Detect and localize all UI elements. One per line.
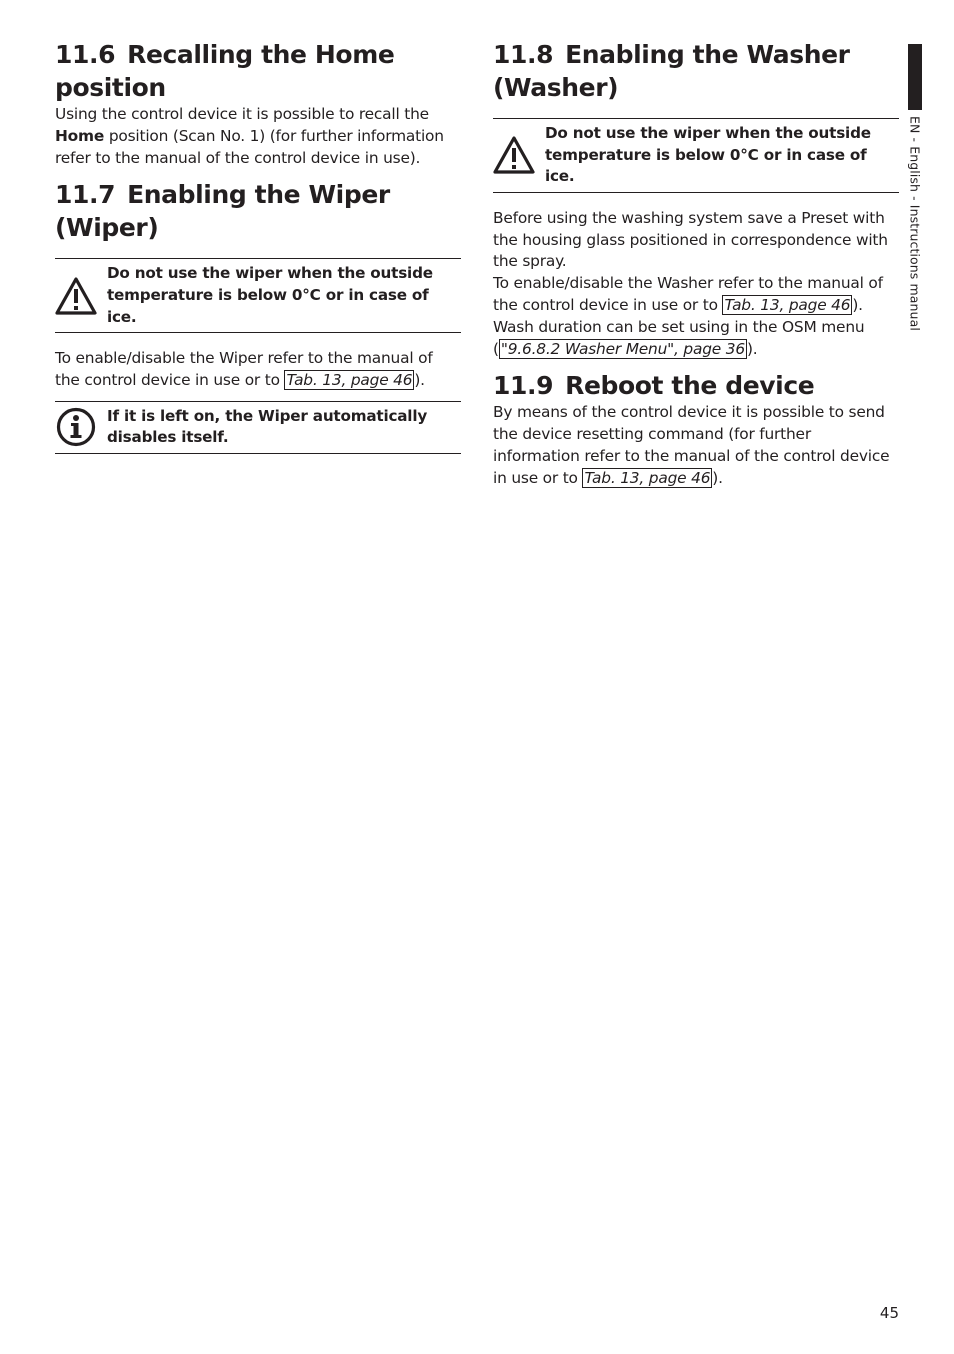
warning-icon <box>55 276 97 316</box>
section-number: 11.9 <box>493 371 554 401</box>
section-11-7-paragraph <box>55 348 461 392</box>
warning-notice <box>493 118 899 193</box>
side-language-label: EN - English - Instructions manual <box>907 116 923 331</box>
section-title: Recalling the Home position <box>55 40 395 102</box>
warning-notice <box>55 258 461 333</box>
text-run: To enable/disable the Wiper refer to the manual of the control device in use or to <box>55 349 433 389</box>
left-column <box>55 38 461 454</box>
bold-term: Home <box>55 126 105 145</box>
section-number: 11.7 <box>55 180 116 210</box>
page-number: 45 <box>879 1304 899 1322</box>
warning-icon <box>493 135 535 175</box>
text-run: ). <box>852 295 863 314</box>
table-link[interactable]: Tab. 13, page 46 <box>584 468 711 487</box>
text-run: ). <box>746 339 758 358</box>
section-11-8-paragraph-3 <box>493 317 899 361</box>
section-title: Enabling the Washer (Washer) <box>493 40 850 102</box>
side-tab-bar <box>908 44 922 110</box>
text-run: position (Scan No. 1) (for further information refer to the manual of the control device in use). <box>55 126 444 167</box>
right-column <box>493 38 899 490</box>
text-run: ). <box>414 370 425 389</box>
table-link[interactable]: Tab. 13, page 46 <box>286 370 413 389</box>
section-11-8-paragraph-2 <box>493 273 899 317</box>
info-icon <box>55 407 97 447</box>
section-number: 11.6 <box>55 40 116 69</box>
section-11-9-paragraph <box>493 402 899 489</box>
text-run: Using the control device it is possible to recall the <box>55 105 429 123</box>
text-run: To enable/disable the Washer refer to the manual of the control device in use or to <box>493 274 883 314</box>
info-notice <box>55 401 461 454</box>
text-run: By means of the control device it is possible to send the device resetting command (for further information refer to the manual of the control device in use or to <box>493 403 890 487</box>
section-11-9-heading <box>493 369 899 402</box>
table-link[interactable]: Tab. 13, page 46 <box>724 295 851 314</box>
section-title: Enabling the Wiper (Wiper) <box>55 180 390 243</box>
section-title: Reboot the device <box>565 371 815 401</box>
section-11-8-paragraph-1: Before using the washing system save a Preset with the housing glass positioned in correspondence with the spray. <box>493 208 888 271</box>
section-11-6-paragraph <box>55 104 461 169</box>
menu-link[interactable]: "9.6.8.2 Washer Menu", page 36 <box>500 339 745 358</box>
section-11-7-heading <box>55 178 461 244</box>
text-run: Wash duration can be set using in the OSM menu ( <box>493 317 865 358</box>
warning-text: Do not use the wiper when the outside temperature is below 0°C or in case of ice. <box>545 124 871 186</box>
section-11-6-heading <box>55 38 461 104</box>
text-run: ). <box>712 468 723 487</box>
section-number: 11.8 <box>493 40 554 69</box>
warning-text: Do not use the wiper when the outside temperature is below 0°C or in case of ice. <box>107 264 433 326</box>
info-text: If it is left on, the Wiper automatically disables itself. <box>107 406 428 447</box>
section-11-8-heading <box>493 38 899 104</box>
